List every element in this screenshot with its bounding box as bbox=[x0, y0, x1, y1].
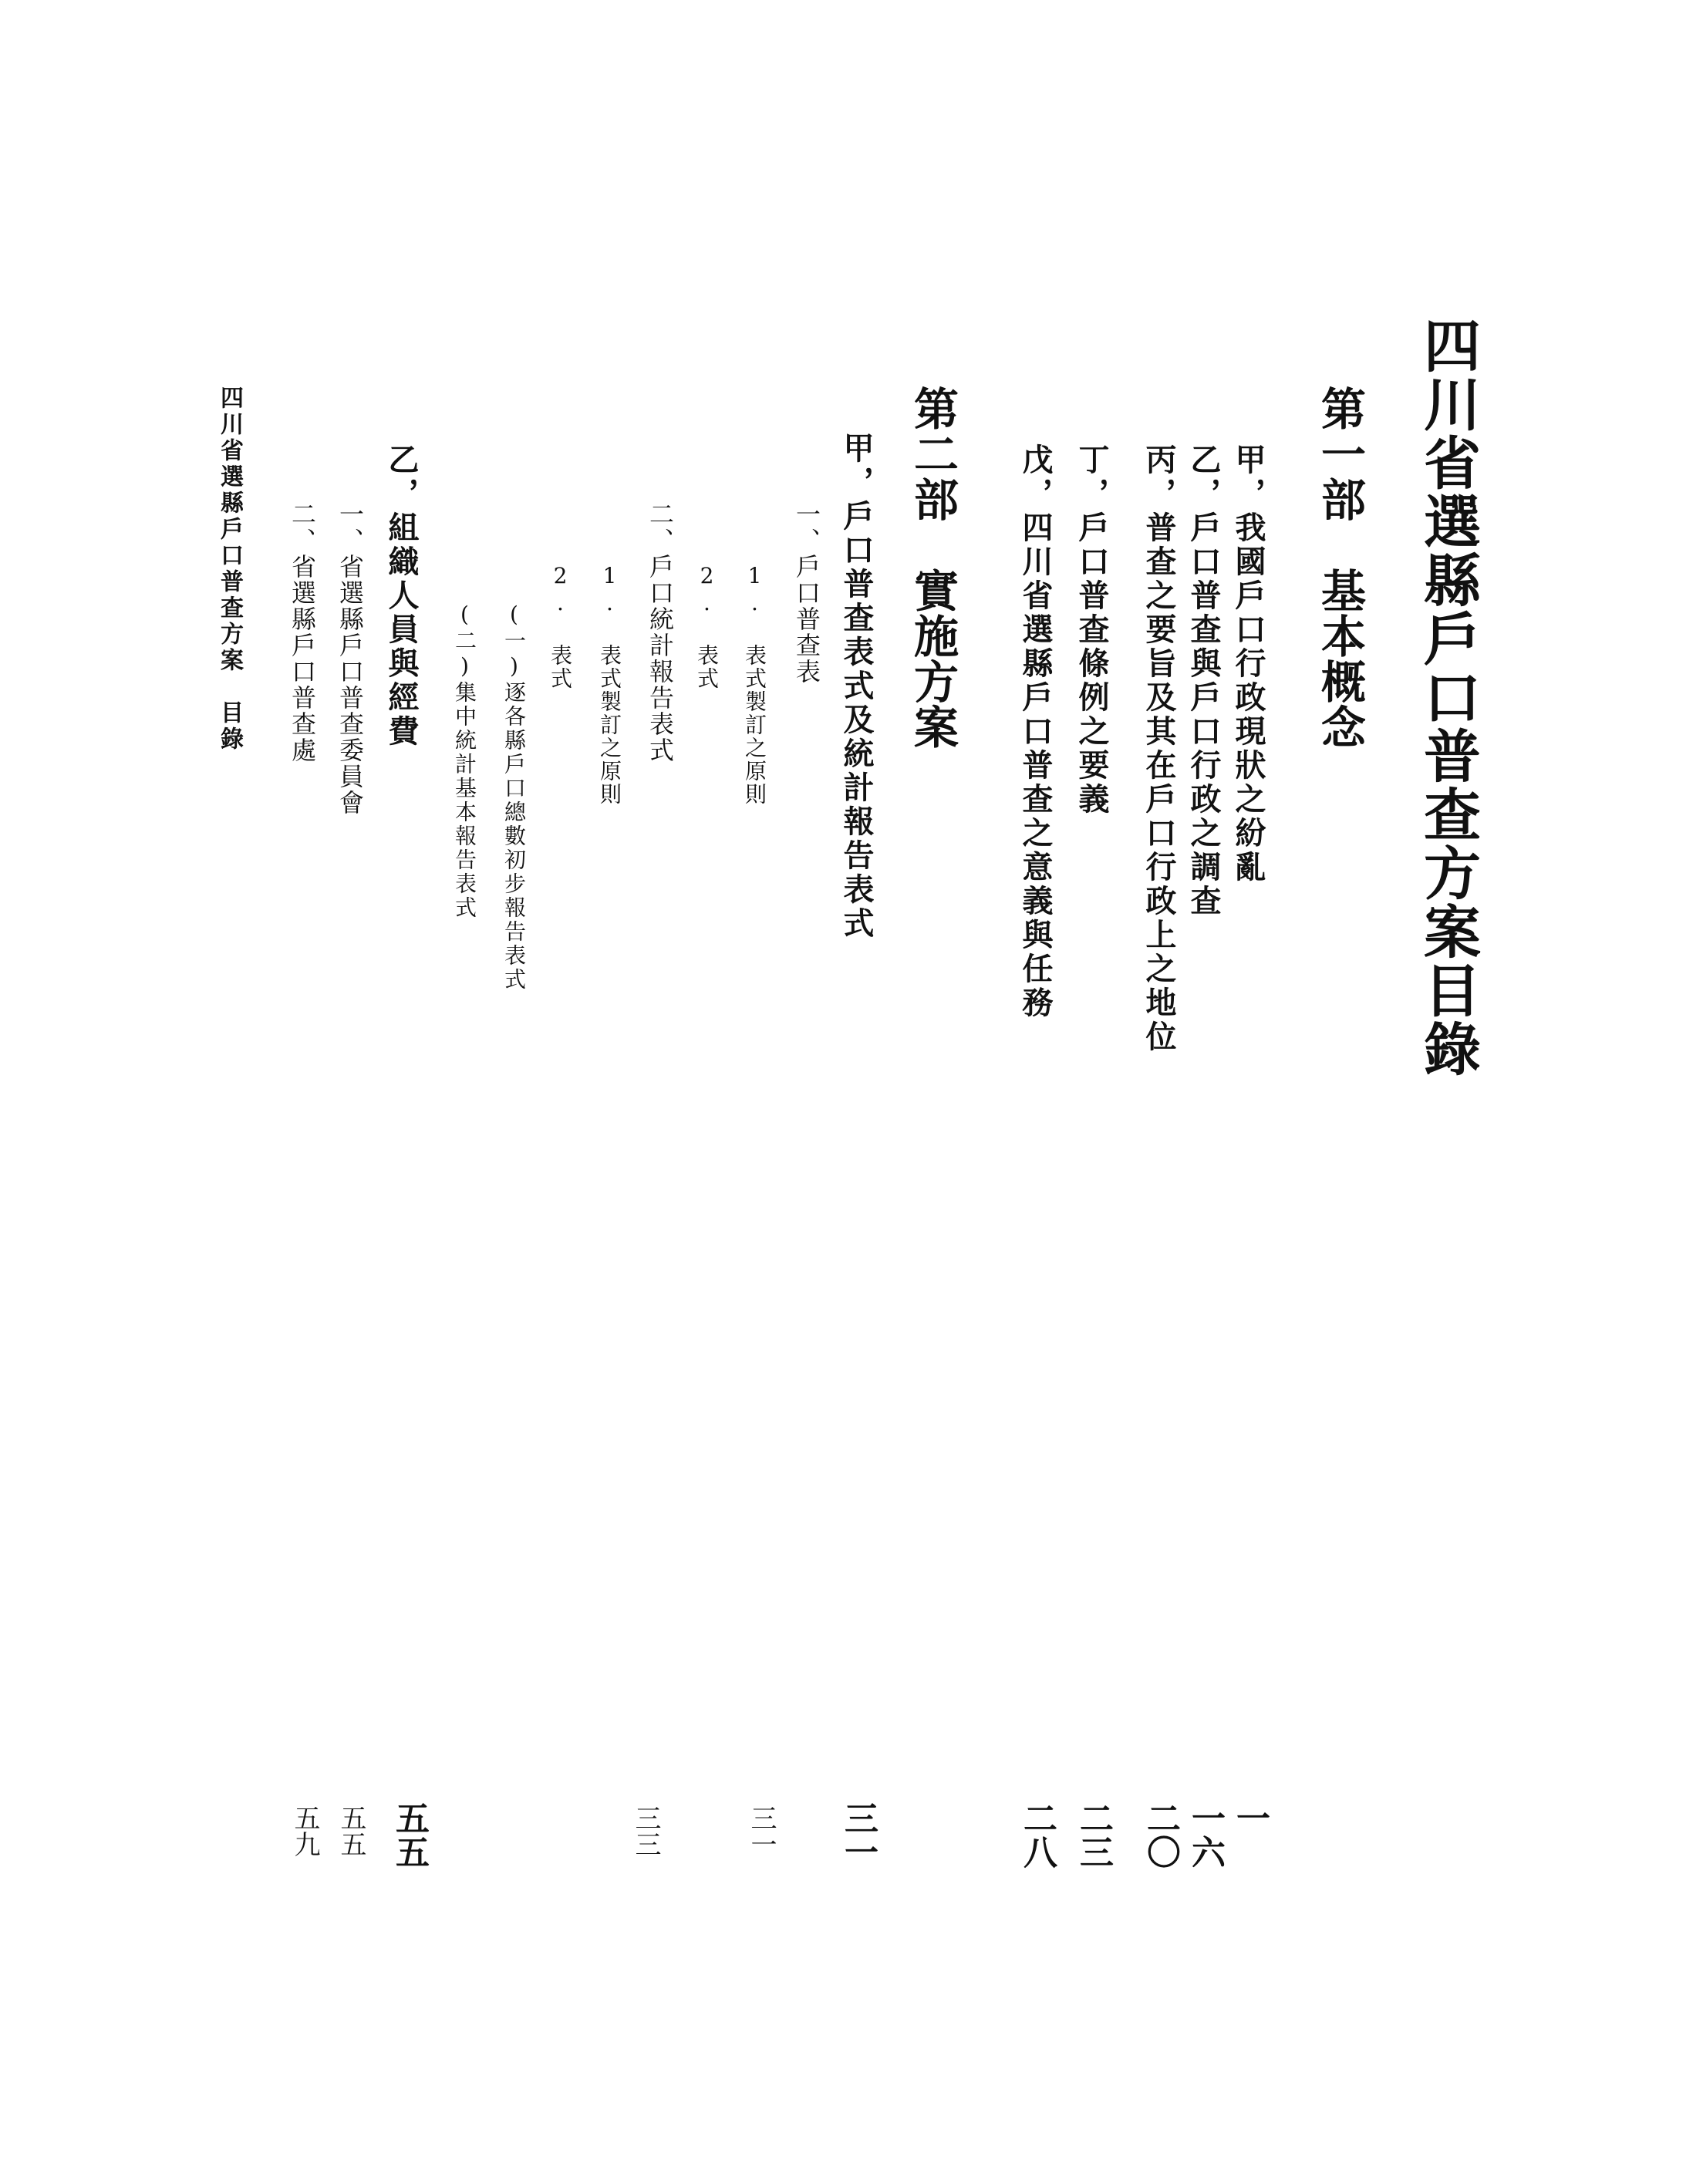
toc-subentry: 1. 表式製訂之原則 bbox=[742, 563, 767, 806]
page-number: 五五 bbox=[389, 1801, 429, 1869]
toc-subentry: 1. 表式製訂之原則 bbox=[597, 563, 622, 806]
toc-subentry: 一、省選縣戶口普查委員會 bbox=[336, 501, 365, 816]
page-number: 二〇 bbox=[1141, 1801, 1180, 1869]
toc-subentry: 2. 表式 bbox=[694, 563, 720, 690]
toc-subentry: 2. 表式 bbox=[548, 563, 573, 690]
page-number: 三一 bbox=[838, 1801, 878, 1869]
toc-entry: 丙，普查之要旨及其在戶口行政上之地位 bbox=[1141, 443, 1177, 1054]
page-number: 一六 bbox=[1185, 1801, 1225, 1869]
toc-entry: 乙，組織人員與經費 bbox=[383, 443, 420, 749]
toc-entry: 戊，四川省選縣戶口普查之意義與任務 bbox=[1017, 443, 1054, 1020]
page-number: 五五 bbox=[336, 1805, 366, 1857]
toc-entry: 乙，戶口普查與戶口行政之調查 bbox=[1185, 443, 1222, 918]
page-number: 一 bbox=[1230, 1801, 1270, 1835]
page-number: 三一 bbox=[746, 1805, 777, 1857]
page-number: 二八 bbox=[1017, 1801, 1057, 1869]
toc-subentry: (二)集中統計基本報告表式 bbox=[452, 602, 477, 920]
page-number: 三三 bbox=[630, 1805, 661, 1857]
toc-subentry: (一)逐各縣戶口總數初步報告表式 bbox=[501, 602, 527, 992]
page-title: 四川省選縣戶口普查方案目錄 bbox=[1415, 316, 1481, 1078]
part-heading: 第一部 基本概念 bbox=[1314, 386, 1366, 750]
running-footer: 四川省選縣戶口普查方案 目錄 bbox=[216, 386, 243, 753]
page-number: 五九 bbox=[289, 1805, 320, 1857]
toc-subentry: 二、省選縣戶口普查處 bbox=[288, 501, 317, 763]
toc-entry: 甲，戶口普查表式及統計報告表式 bbox=[838, 432, 875, 941]
part-heading: 第二部 實施方案 bbox=[906, 386, 959, 750]
toc-entry: 甲，我國戶口行政現狀之紛亂 bbox=[1230, 443, 1266, 885]
toc-subentry: 二、戶口統計報告表式 bbox=[646, 501, 675, 763]
toc-subentry: 一、戶口普查表 bbox=[792, 501, 821, 685]
page-number: 二三 bbox=[1074, 1801, 1113, 1869]
toc-entry: 丁，戶口普查條例之要義 bbox=[1074, 443, 1110, 817]
